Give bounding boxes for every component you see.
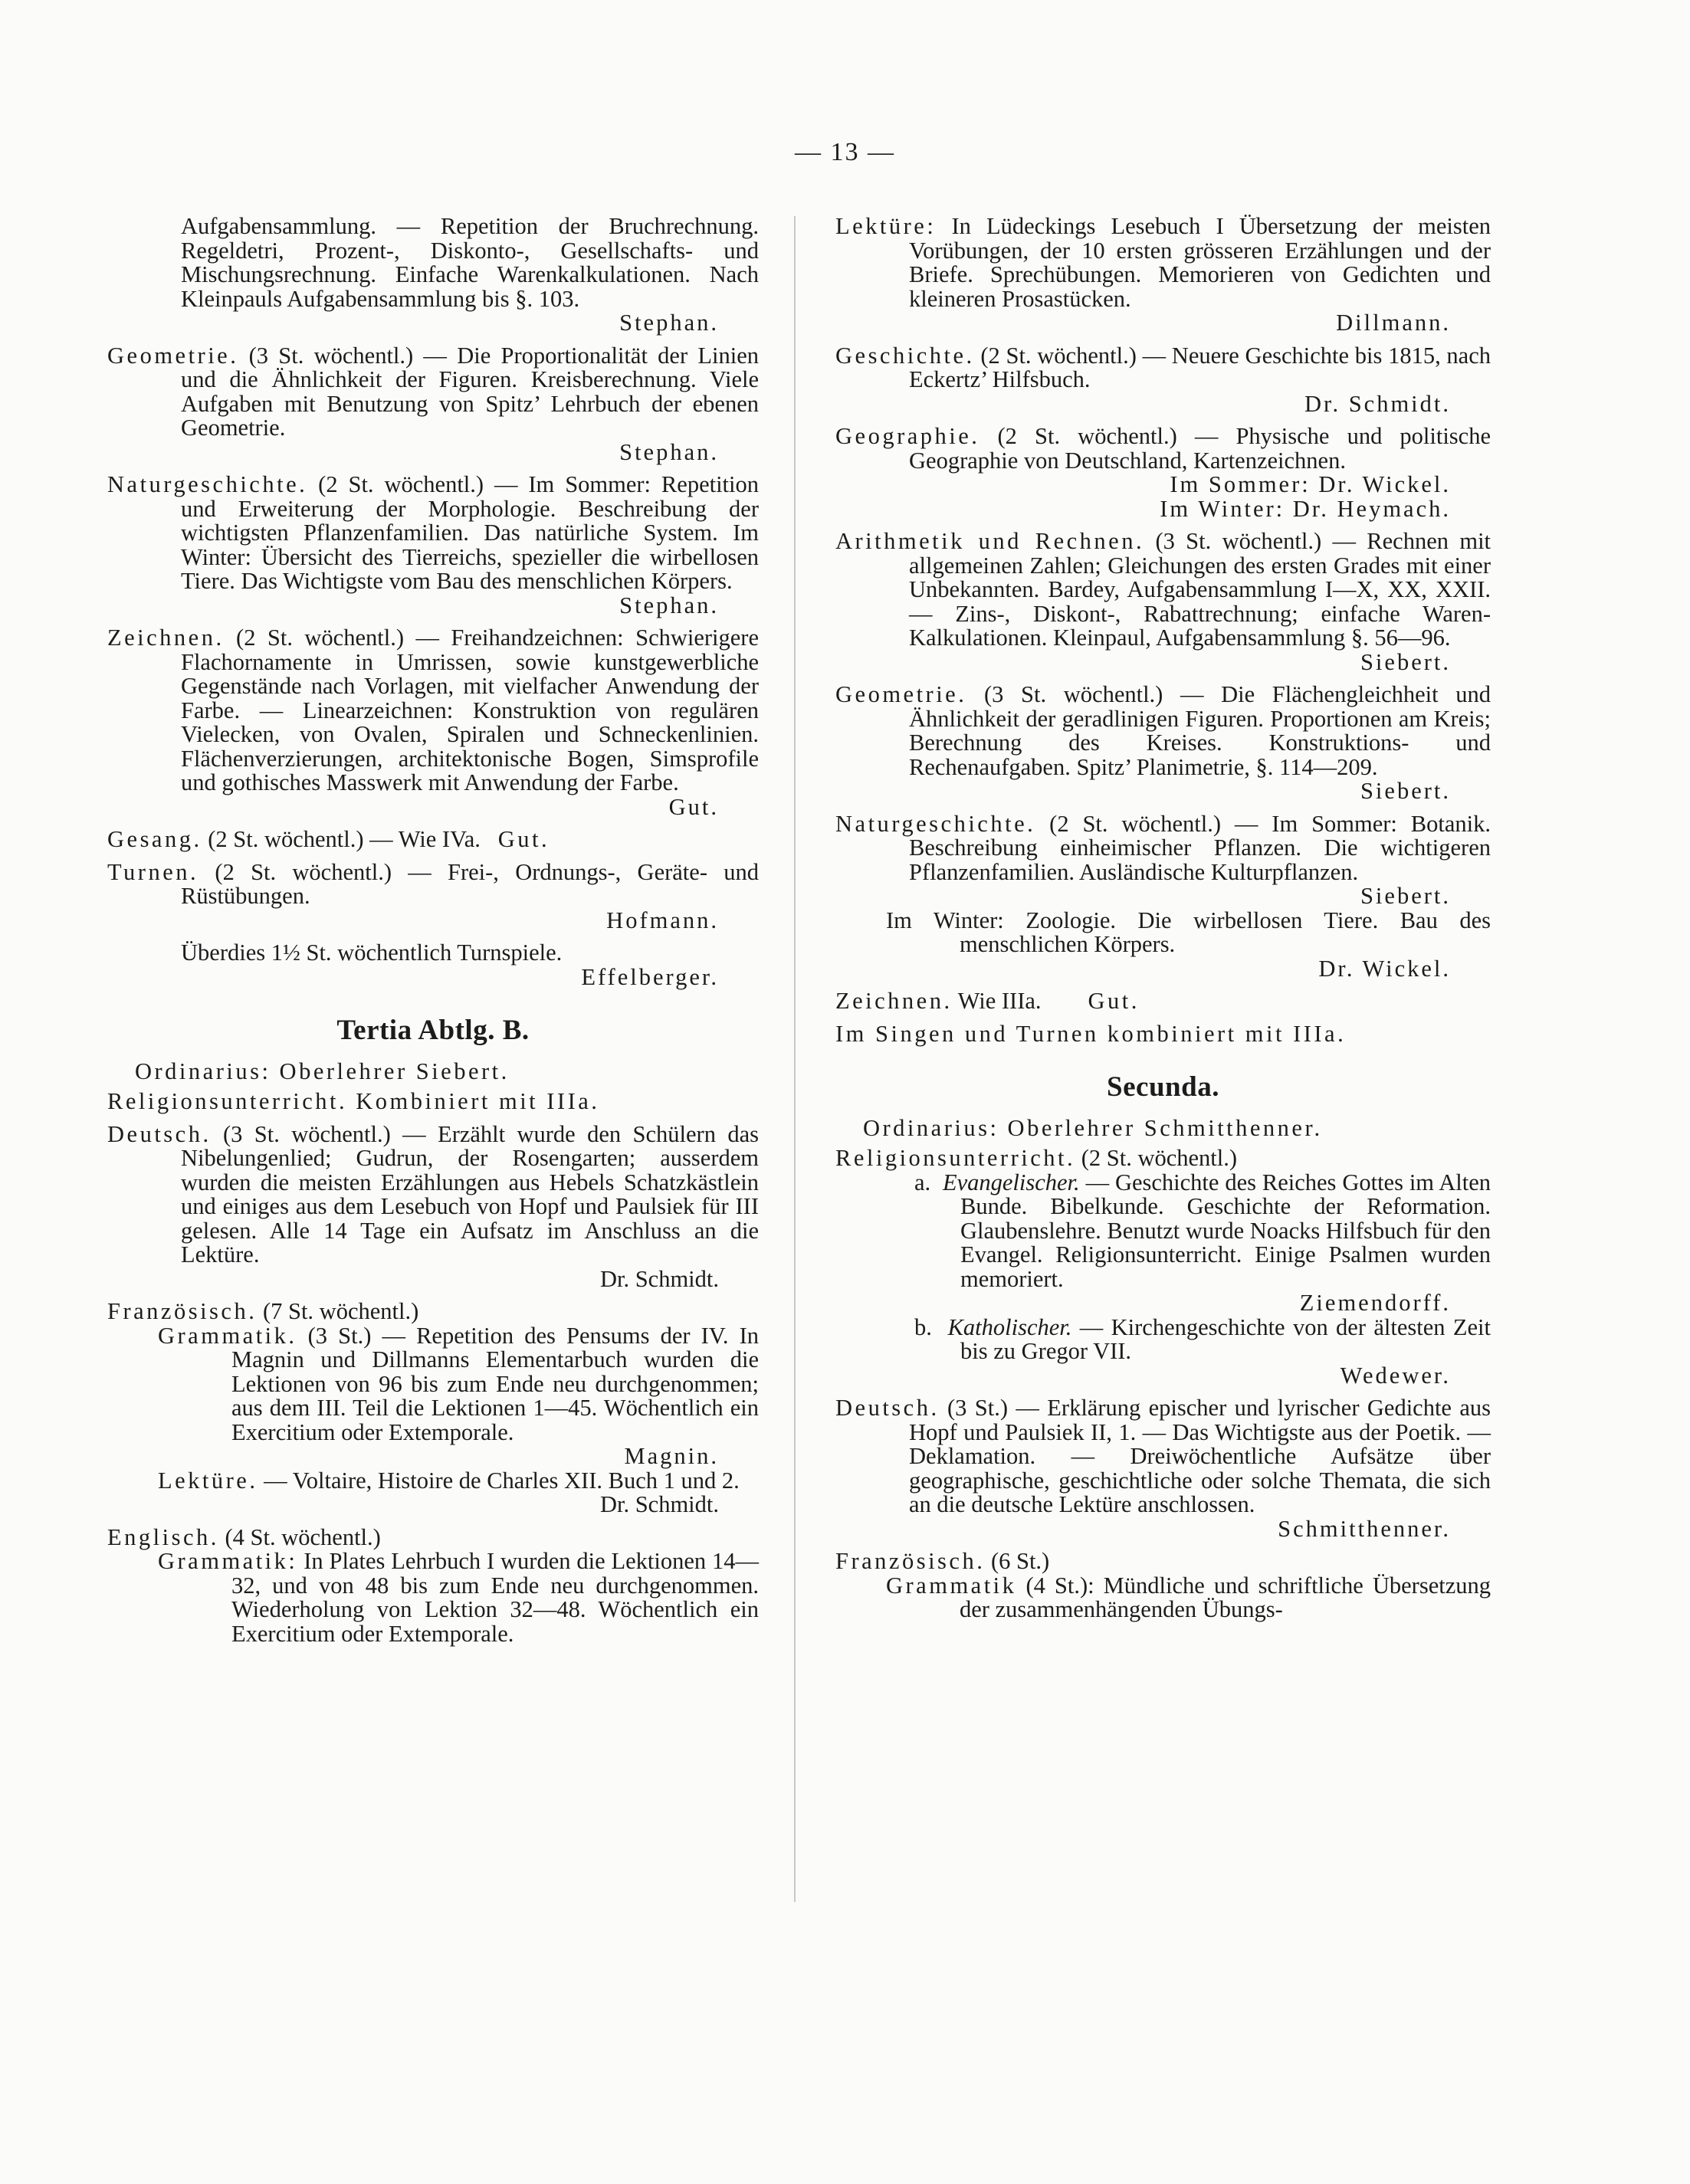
teacher-signature: Hofmann. — [606, 907, 719, 933]
subject-title: Geometrie. — [107, 342, 239, 369]
subsection-text: In Plates Lehrbuch I wurden die Lektionen 14—32, und von 48 bis zum Ende neu durchgenommen. Wiederholung von Lektion 32—48. Wöchentlich ein Exercitium oder Extemporale. — [231, 1548, 760, 1647]
subject-title: Gesang. — [107, 826, 202, 852]
column-divider — [794, 216, 796, 1902]
subject-geometrie — [107, 344, 759, 465]
teacher-signature: Gut. — [497, 826, 550, 852]
subsection-title: Grammatik. — [158, 1322, 297, 1349]
subject-text: (3 St. wöchentl.) — Die Proportionalität der Linien und die Ähnlichkeit der Figuren. Kreisberechnung. Viele Aufgaben mit Benutzung von Spitz’ Lehrbuch der ebenen Geometrie. — [181, 342, 760, 441]
subject-text: (4 St. wöchentl.) — [225, 1523, 381, 1550]
subsection-text: (4 St.): Mündliche und schriftliche Übersetzung der zusammenhängenden Übungs- — [960, 1572, 1491, 1622]
subject-text: (2 St. wöchentl.) — Im Sommer: Repetition und Erweiterung der Morphologie. Beschreibung der wichtigsten Pflanzenfamilien. Das natürliche System. Im Winter: Übersicht des Tierreichs, spezieller die wirbellosen Tiere. Das Wichtigste vom Bau des menschlichen Körpers. — [181, 471, 759, 594]
enum-label: b. — [914, 1313, 932, 1340]
subject-deutsch — [107, 1120, 759, 1292]
subject-title: Zeichnen. — [835, 988, 953, 1014]
subject-text: (3 St. wöchentl.) — Rechnen mit allgemeinen Zahlen; Gleichungen des ersten Grades mit einer Unbekannten. Bardey, Aufgabensammlung I—X, XX, XXII. — Zins-, Diskont-, Rabattrechnung; einfache Waren-Kalkulationen. Kleinpaul, Aufgabensammlung §. 56—96. — [909, 528, 1491, 651]
teacher-signature: Siebert. — [1360, 883, 1451, 909]
page-number: — 13 — — [795, 138, 895, 166]
subject-title: Turnen. — [107, 858, 199, 885]
section-heading-secunda: Secunda. — [1107, 1071, 1219, 1103]
subsection-title: Grammatik: — [158, 1548, 298, 1574]
teacher-signature: Gut. — [1088, 988, 1140, 1014]
subject-zeichnen — [835, 989, 1491, 1014]
subject-title: Arithmetik und Rechnen. — [835, 528, 1145, 554]
subject-franzoesisch — [107, 1300, 759, 1517]
confession-name: Evangelischer. — [942, 1169, 1080, 1195]
subject-title: Zeichnen. — [107, 625, 225, 651]
subject-lektuere — [835, 215, 1491, 336]
subject-text: (7 St. wöchentl.) — [262, 1298, 419, 1324]
subject-text: In Lüdeckings Lesebuch I Übersetzung der meisten Vorübungen, der 10 ersten grösseren Erzählungen und der Briefe. Sprechübungen. Memorieren von Gedichten und kleineren Prosastücken. — [909, 213, 1491, 312]
religion-line: Religionsunterricht. Kombiniert mit IIIa. — [107, 1088, 600, 1114]
teacher-signature: Stephan. — [619, 438, 719, 465]
subject-deutsch — [835, 1396, 1491, 1541]
subject-text: (2 St. wöchentl.) — [1081, 1145, 1238, 1171]
subject-title: Lektüre: — [835, 213, 937, 239]
subject-gesang — [107, 828, 759, 852]
subject-text: (2 St. wöchentl.) — Freihandzeichnen: Schwierigere Flachornamente in Umrissen, sowie kunstgewerbliche Gegenstände nach Vorlagen, mit vielfacher Anwendung der Farbe. — Linearzeichnen: Konstruktion von regulären Vielecken, von Ovalen, Spiralen und Schneckenlinien. Flächenverzierungen, architektonische Bogen, Simsprofile und gothisches Masswerk mit Anwendung der Farbe. — [181, 625, 759, 795]
teacher-signature: Dr. Schmidt. — [599, 1491, 719, 1517]
subject-geometrie — [835, 683, 1491, 804]
enum-label: a. — [914, 1169, 931, 1195]
arith-continuation — [107, 215, 759, 336]
teacher-signature: Dr. Schmidt. — [599, 1265, 719, 1292]
teacher-signature: Dr. Schmidt. — [1304, 390, 1451, 417]
ordinarius: Ordinarius: Oberlehrer Siebert. — [135, 1058, 510, 1084]
subject-naturgeschichte — [835, 812, 1491, 982]
subject-text: (3 St. wöchentl.) — Die Flächengleichheit und Ähnlichkeit der geradlinigen Figuren. Proportionen am Kreis; Berechnung des Kreises. Konstruktions- und Rechenaufgaben. Spitz’ Planimetrie, §. 114—209. — [909, 681, 1491, 780]
subject-text: (2 St. wöchentl.) — Frei-, Ordnungs-, Geräte- und Rüstübungen. — [181, 858, 759, 909]
subject-englisch — [107, 1523, 760, 1647]
subject-title: Französisch. — [835, 1548, 986, 1574]
subject-title: Naturgeschichte. — [107, 471, 308, 497]
subject-geschichte — [835, 344, 1491, 417]
teacher-signature: Im Sommer: Dr. Wickel. — [1170, 471, 1451, 497]
subject-title: Religionsunterricht. — [835, 1145, 1076, 1171]
subsection-text: — Kirchengeschichte von der ältesten Zeit bis zu Gregor VII. — [960, 1313, 1491, 1364]
subject-title: Deutsch. — [835, 1395, 940, 1421]
teacher-signature: Ziemendorff. — [1299, 1290, 1451, 1316]
teacher-signature: Dr. Wickel. — [1318, 955, 1451, 982]
right-column — [835, 215, 1491, 1631]
teacher-signature: Im Winter: Dr. Heymach. — [1160, 495, 1451, 522]
subject-religion — [835, 1146, 1491, 1388]
subject-text: (2 St. wöchentl.) — Wie IVa. — [208, 826, 481, 852]
section-heading-tertia: Tertia Abtlg. B. — [336, 1015, 530, 1046]
singen-line: Im Singen und Turnen kombiniert mit IIIa. — [835, 1020, 1347, 1047]
subject-title: Geometrie. — [835, 681, 967, 707]
subject-text: (3 St. wöchentl.) — Erzählt wurde den Schülern das Nibelungenlied; Gudrun, der Rosengarten; ausserdem wurden die meisten Erzählungen aus Hebels Schatzkästlein und einiges aus dem Lesebuch von Hopf und Paulsiek für III gelesen. Alle 14 Tage ein Aufsatz im Anschluss an die Lektüre. — [181, 1120, 759, 1267]
subsection-text: — Geschichte des Reiches Gottes im Alten Bunde. Bibelkunde. Geschichte der Reformation. Glaubenslehre. Benutzt wurde Noacks Hilfsbuch für den Evangel. Religionsunterricht. Einige Psalmen wurden memoriert. — [960, 1169, 1491, 1292]
subject-text: Wie IIIa. — [957, 988, 1042, 1014]
subject-title: Naturgeschichte. — [835, 810, 1036, 837]
subject-text: (2 St. wöchentl.) — Physische und politische Geographie von Deutschland, Kartenzeichnen. — [909, 423, 1491, 474]
subject-title: Englisch. — [107, 1523, 219, 1550]
subsection-title: Grammatik — [886, 1572, 1017, 1599]
subject-naturgeschichte — [107, 473, 759, 618]
subject-geographie — [835, 425, 1491, 521]
subject-title: Geographie. — [835, 423, 980, 449]
subsection-text: — Voltaire, Histoire de Charles XII. Buch 1 und 2. — [264, 1467, 740, 1494]
teacher-signature: Effelberger. — [581, 963, 719, 990]
subject-title: Geschichte. — [835, 342, 975, 369]
subject-arithmetik — [835, 530, 1491, 674]
subject-text: (2 St. wöchentl.) — Neuere Geschichte bis 1815, nach Eckertz’ Hilfsbuch. — [909, 342, 1491, 392]
subject-text: (6 St.) — [990, 1548, 1050, 1574]
subsection-text: (3 St.) — Repetition des Pensums der IV. In Magnin und Dillmanns Elementarbuch wurden die Lektionen von 96 bis zum Ende neu durchgenommen; aus dem III. Teil die Lektionen 1—45. Wöchentlich ein Exercitium oder Extemporale. — [231, 1322, 759, 1445]
subsection-title: Lektüre. — [158, 1467, 258, 1494]
teacher-signature: Siebert. — [1360, 778, 1451, 804]
paragraph: Aufgabensammlung. — Repetition der Bruchrechnung. Regeldetri, Prozent-, Diskonto-, Gesellschafts- und Mischungsrechnung. Einfache Warenkalkulationen. Nach Kleinpauls Aufgabensammlung bis §. 103. — [181, 213, 759, 312]
teacher-signature: Stephan. — [619, 310, 719, 336]
teacher-signature: Schmitthenner. — [1278, 1515, 1451, 1542]
subject-franzoesisch — [835, 1549, 1491, 1622]
teacher-signature: Dillmann. — [1336, 310, 1451, 336]
teacher-signature: Magnin. — [624, 1443, 719, 1469]
subject-text: (2 St. wöchentl.) — Im Sommer: Botanik. Beschreibung einheimischer Pflanzen. Die wichtigeren Pflanzenfamilien. Ausländische Kulturpflanzen. — [909, 810, 1491, 885]
subject-turnen — [107, 858, 759, 933]
subject-title: Französisch. — [107, 1298, 258, 1324]
left-column — [107, 215, 759, 1654]
ordinarius: Ordinarius: Oberlehrer Schmitthenner. — [863, 1114, 1323, 1141]
teacher-signature: Wedewer. — [1340, 1362, 1451, 1389]
subsection-text: Im Winter: Zoologie. Die wirbellosen Tiere. Bau des menschlichen Körpers. — [886, 907, 1491, 957]
teacher-signature: Stephan. — [619, 592, 719, 618]
subject-title: Deutsch. — [107, 1120, 212, 1147]
teacher-signature: Siebert. — [1360, 648, 1451, 675]
subject-zeichnen — [107, 626, 759, 819]
turnspiele — [107, 941, 759, 989]
subject-text: (3 St.) — Erklärung epischer und lyrischer Gedichte aus Hopf und Paulsiek II, 1. — Das Wichtigste aus der Poetik. — Deklamation. — Dreiwöchentliche Aufsätze über geographische, geschichtliche oder solche Themata, die sich an die deutsche Lektüre anschlossen. — [909, 1395, 1491, 1517]
teacher-signature: Gut. — [668, 793, 719, 820]
confession-name: Katholischer. — [947, 1313, 1072, 1340]
paragraph: Überdies 1½ St. wöchentlich Turnspiele. — [181, 940, 563, 966]
